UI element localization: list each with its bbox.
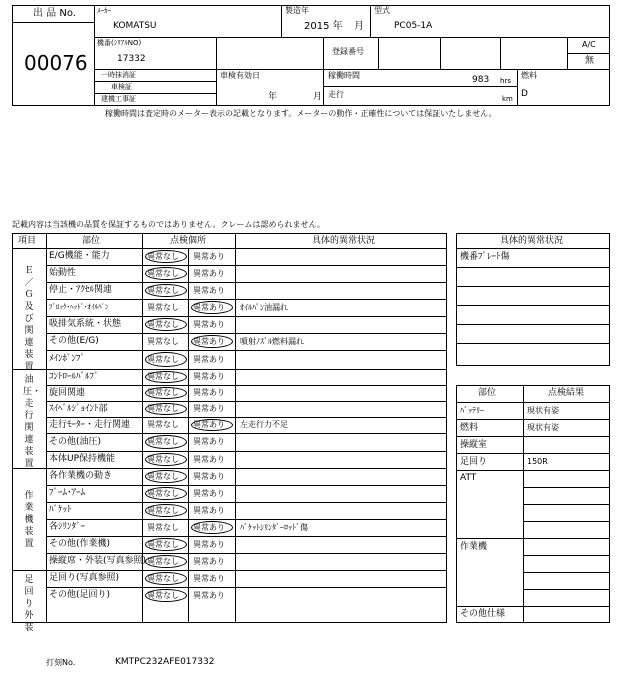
status-normal: 異常なし — [147, 540, 179, 549]
row-detail: ｵｲﾙﾊﾟﾝ油漏れ — [240, 303, 288, 312]
month-unit-2: 月 — [313, 92, 323, 102]
col-detail-header: 具体的異常状況 — [312, 236, 376, 246]
col-part-header: 部位 — [82, 236, 101, 246]
status-normal: 異常なし — [147, 523, 179, 532]
undercarriage-label: 足回り — [460, 457, 488, 467]
abnormal-circle-mark — [191, 419, 233, 431]
normal-circle-mark — [145, 453, 187, 466]
status-abnormal: 異常あり — [193, 472, 225, 481]
row-part: その他(E/G) — [49, 336, 99, 346]
row-part: ｽｲﾍﾞﾙｼﾞｮｲﾝﾄ部 — [49, 404, 108, 414]
work-cert-label: 建機工事証 — [101, 95, 136, 103]
result-part-header: 部位 — [478, 388, 497, 398]
stamp-value: KMTPC232AFE017332 — [115, 657, 215, 667]
status-normal: 異常なし — [147, 472, 179, 481]
row-detail: 噴射ﾉｽﾞﾙ燃料漏れ — [240, 337, 304, 346]
status-abnormal: 異常あり — [193, 574, 225, 583]
abnormal-circle-mark — [191, 301, 233, 314]
row-part: 足回り(写真参照) — [49, 573, 120, 583]
row-part: 吸排気系統・状態 — [49, 319, 122, 329]
row-part: 操縦席・外装(写真参照) — [49, 556, 147, 566]
group-work: 作業機装置 — [24, 491, 34, 549]
status-abnormal: 異常あり — [193, 489, 225, 498]
status-normal: 異常なし — [147, 269, 179, 278]
row-part: 停止・ｱｸｾﾙ関連 — [49, 285, 113, 295]
abnormal-circle-mark — [191, 335, 233, 348]
status-normal: 異常なし — [147, 388, 179, 397]
serial-label: 機番(ｼﾘｱﾙNO) — [97, 39, 142, 47]
status-normal: 異常なし — [147, 372, 179, 381]
status-abnormal: 異常あり — [193, 337, 225, 346]
work-label: 作業機 — [460, 542, 488, 552]
battery-value: 現状有姿 — [527, 406, 559, 415]
status-abnormal: 異常あり — [193, 269, 225, 278]
hours-value: 983 — [472, 75, 490, 85]
fuel-row-value: 現状有姿 — [527, 423, 559, 432]
row-part: 始動性 — [49, 268, 77, 278]
status-normal: 異常なし — [147, 404, 179, 413]
right-detail-header: 具体的異常状況 — [500, 236, 564, 246]
att-label: ATT — [460, 473, 477, 483]
serial-value: 17332 — [117, 54, 146, 64]
undercarriage-value: 150R — [527, 457, 548, 466]
normal-circle-mark — [145, 589, 187, 602]
normal-circle-mark — [145, 572, 187, 585]
status-normal: 異常なし — [147, 420, 179, 429]
row-part: 各作業機の動き — [49, 471, 113, 481]
normal-circle-mark — [145, 318, 187, 331]
row-part: ｺﾝﾄﾛｰﾙﾊﾞﾙﾌﾞ — [49, 372, 99, 382]
temp-cert-label: 一時抹消証 — [101, 71, 136, 79]
hours-note: 稼働時間は査定時のメーター表示の記載となります。メーターの動作・正確性については保証いたしません。 — [105, 109, 497, 118]
row-part: その他(油圧) — [49, 437, 102, 447]
status-abnormal: 異常あり — [193, 388, 225, 397]
status-normal: 異常なし — [147, 337, 179, 346]
status-abnormal: 異常あり — [193, 404, 225, 413]
fuel-value: D — [521, 89, 528, 99]
lot-label: 出 品 No. — [33, 8, 76, 19]
status-abnormal: 異常あり — [193, 557, 225, 566]
normal-circle-mark — [145, 387, 187, 399]
fuel-row-label: 燃料 — [460, 423, 479, 433]
year-unit: 年 — [268, 92, 278, 102]
travel-unit: km — [502, 95, 513, 103]
right-detail-row: 機番ﾌﾟﾚｰﾄ傷 — [460, 252, 510, 262]
cabin-label: 操縦室 — [460, 440, 488, 450]
row-part: 本体UP保持機能 — [49, 454, 116, 464]
status-abnormal: 異常あり — [193, 355, 225, 364]
normal-circle-mark — [145, 555, 187, 568]
abnormal-circle-mark — [191, 521, 233, 534]
row-part: その他(作業機) — [49, 539, 111, 549]
hours-label: 稼働時間 — [328, 71, 360, 80]
status-normal: 異常なし — [147, 557, 179, 566]
normal-circle-mark — [145, 435, 187, 449]
status-normal: 異常なし — [147, 320, 179, 329]
maker-label: ﾒｰｶｰ — [97, 7, 111, 15]
year-label: 製造年 — [285, 6, 309, 15]
other-spec-label: その他仕様 — [460, 609, 506, 619]
row-part: その他(足回り) — [49, 590, 111, 600]
status-abnormal: 異常あり — [193, 286, 225, 295]
group-exterior: 足回り外装 — [24, 575, 34, 633]
status-normal: 異常なし — [147, 489, 179, 498]
inspect-cert-label: 車検証 — [111, 83, 132, 91]
reg-label: 登録番号 — [332, 47, 364, 56]
status-normal: 異常なし — [147, 303, 179, 312]
row-part: ﾌﾞﾛｯｸ･ﾍｯﾄﾞ･ｵｲﾙﾊﾟﾝ — [49, 303, 109, 311]
normal-circle-mark — [145, 267, 187, 280]
col-check-header: 点検個所 — [170, 236, 207, 246]
status-abnormal: 異常あり — [193, 506, 225, 515]
inspect-expiry-label: 車検有効日 — [220, 71, 260, 80]
normal-circle-mark — [145, 371, 187, 383]
status-abnormal: 異常あり — [193, 591, 225, 600]
stamp-label: 打刻No. — [46, 658, 76, 667]
status-normal: 異常なし — [147, 506, 179, 515]
status-abnormal: 異常あり — [193, 252, 225, 261]
row-part: 旋回関連 — [49, 388, 86, 398]
row-part: 各ｼﾘﾝﾀﾞｰ — [49, 522, 86, 532]
normal-circle-mark — [145, 487, 187, 500]
row-detail: 左走行力不足 — [240, 420, 288, 429]
row-part: 走行ﾓｰﾀｰ・走行関連 — [49, 420, 131, 430]
row-part: E/G機能・能力 — [49, 251, 110, 261]
travel-label: 走行 — [328, 90, 344, 99]
normal-circle-mark — [145, 352, 187, 367]
status-abnormal: 異常あり — [193, 372, 225, 381]
status-normal: 異常なし — [147, 355, 179, 364]
status-abnormal: 異常あり — [193, 303, 225, 312]
normal-circle-mark — [145, 470, 187, 483]
normal-circle-mark — [145, 538, 187, 551]
hours-unit: hrs — [500, 77, 511, 85]
status-abnormal: 異常あり — [193, 455, 225, 464]
status-normal: 異常なし — [147, 286, 179, 295]
group-hydraulic: 油圧・走行関連装置 — [23, 375, 42, 469]
status-normal: 異常なし — [147, 252, 179, 261]
normal-circle-mark — [145, 284, 187, 297]
result-header: 点検結果 — [548, 388, 585, 398]
normal-circle-mark — [145, 504, 187, 517]
status-abnormal: 異常あり — [193, 420, 225, 429]
status-abnormal: 異常あり — [193, 523, 225, 532]
model-value: PC05-1A — [394, 21, 433, 31]
year-value: 2015 年 — [304, 21, 343, 32]
row-part: ﾒｲﾝﾎﾟﾝﾌﾟ — [49, 354, 86, 364]
month-unit: 月 — [354, 21, 364, 32]
status-normal: 異常なし — [147, 591, 179, 600]
status-abnormal: 異常あり — [193, 320, 225, 329]
maker-value: KOMATSU — [113, 21, 157, 31]
fuel-label: 燃料 — [521, 71, 537, 80]
row-part: ﾊﾞｹｯﾄ — [49, 505, 72, 515]
status-normal: 異常なし — [147, 437, 179, 446]
status-normal: 異常なし — [147, 574, 179, 583]
status-normal: 異常なし — [147, 455, 179, 464]
ac-value: 無 — [585, 56, 595, 66]
battery-label: ﾊﾞｯﾃﾘｰ — [460, 406, 484, 415]
ac-label: A/C — [582, 40, 596, 49]
status-abnormal: 異常あり — [193, 437, 225, 446]
row-detail: ﾊﾞｹｯﾄｼﾘﾝﾀﾞｰﾛｯﾄﾞ傷 — [240, 523, 308, 532]
group-engine: Ｅ／Ｇ及び関連装置 — [24, 266, 34, 372]
col-item-header: 項目 — [18, 236, 37, 246]
quality-note: 記載内容は当該機の品質を保証するものではありません。クレームは認められません。 — [12, 220, 325, 229]
row-part: ﾌﾞｰﾑ･ｱｰﾑ — [49, 488, 86, 498]
normal-circle-mark — [145, 250, 187, 263]
status-abnormal: 異常あり — [193, 540, 225, 549]
normal-circle-mark — [145, 403, 187, 415]
lot-number: 00076 — [24, 51, 88, 75]
model-label: 型式 — [374, 6, 390, 15]
